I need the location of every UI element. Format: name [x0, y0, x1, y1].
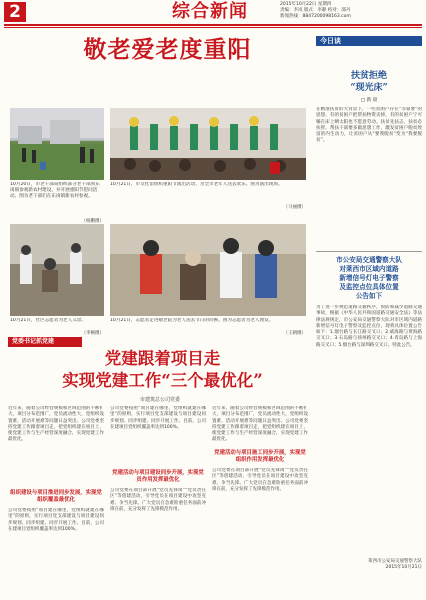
right-divider — [316, 251, 422, 252]
photo1-credit: （杨鹏摄） — [81, 219, 104, 224]
commentary-title-1: 扶贫拒绝 — [350, 71, 387, 81]
party-col3-text2: 公司党委在项目部开展“党员先锋岗”“党员责任区”等创建活动，引导党员在项目建设中攻坚克难、争当先锋。广大党员在急难险重任务面前冲锋在前，充分发挥了先锋模范作用。 — [212, 468, 308, 492]
section-title: 综合新闻 — [172, 1, 248, 22]
meta-editors: 责编：李岚 版式：李静 校对：邵丹 — [280, 8, 351, 13]
party-col2-text: 公司党委按照“项目建在哪里，党组织就建在哪里”的原则，实行项目党支部建设与项目建设同步规划、同步组建、同步开展工作。目前，公司在建项目党组织覆盖率达到100%。 — [110, 406, 206, 430]
photo3-caption: 10月21日，社区志愿者为老人义诊。 — [10, 318, 87, 323]
notice-footer: 莱西市公安局交通警察大队 2015年10月21日 — [368, 559, 422, 571]
notice-body: 为了进一步规范道路交通秩序，预防和减少道路交通事故，根据《中华人民共和国道路交通安全法》等法律法规规定，市公安局交通警察大队对市区域内道路新增信号灯电子警察及监控点位，现将具体位置公告如下：1.烟台路与长江路交叉口；2.威海路与黄海路交叉口；3.石岛路与扬州路交叉口；4.青岛路与上海路交叉口；5.烟台路与深圳路交叉口。特此公告。 — [316, 305, 422, 348]
header-meta — [280, 2, 422, 22]
meta-hotline: 新闻热线：8847200098163.com — [280, 14, 351, 19]
notice-title-2: 对莱西市区域内道路 — [339, 265, 399, 273]
party-col-2 — [110, 406, 206, 596]
notice-title-1: 市公安局交通警察大队 — [336, 256, 402, 264]
meta-date: 2015年10月22日 星期四 — [280, 2, 332, 7]
party-col3-text: 近年来，随着公司经营规模和区域范围的不断扩大，项目分布范围广，党员流动性大，党组织设置难、活动开展难等问题日益突出。公司党委坚持党建工作跟着项目走，把党组织建在项目上，使党建工作与生产经营深度融合，实现党建工作最优化。 — [212, 406, 308, 443]
party-col2-subhead: 党建活动与项目建设同步开展，实现党员作用发挥最优化 — [112, 470, 204, 483]
photo3-credit: （李桐摄） — [81, 331, 104, 336]
party-col-1 — [8, 406, 104, 596]
party-byline: 市建筑总公司党委 — [139, 397, 180, 403]
commentary-body: 在精准扶贫的大背景下，一些贫困户存在“等靠要”的思想，有的贫困户把帮扶物资卖掉，有的贫困户宁可躺在床上晒太阳也不愿意劳动。扶贫先扶志，扶贫必扶智。帮扶干部要多做思想工作，激发贫困户脱贫致富的内生动力，让贫困户从“要我脱贫”变为“我要脱贫”。 — [316, 107, 422, 144]
photo4-credit: （王朝摄） — [283, 331, 306, 336]
photo-performance — [110, 108, 306, 180]
photo-haircut — [110, 224, 306, 316]
photo2-caption: 10月21日，市文化馆组织重阳节演出活动，为全市老年人送去欢乐。图为演出现场。 — [110, 182, 283, 187]
party-headline-2: 实现党建工作“三个最优化” — [62, 371, 263, 390]
party-col1-text2: 公司党委按照“项目建在哪里，党组织就建在哪里”的原则，实行项目党支部建设与项目建设同步规划、同步组建、同步开展工作。目前，公司在建项目党组织覆盖率达到100%。 — [8, 508, 104, 532]
page-number: 2 — [4, 2, 26, 22]
party-section-label: 党委书记抓党建 — [8, 337, 82, 347]
commentary-title — [316, 70, 422, 94]
header-rule-thin — [4, 27, 422, 28]
party-col2-text2: 公司党委在项目部开展“党员先锋岗”“党员责任区”等创建活动，引导党员在项目建设中攻坚克难、争当先锋。广大党员在急难险重任务面前冲锋在前，充分发挥了先锋模范作用。 — [110, 488, 206, 512]
photo-visit — [10, 108, 104, 180]
right-column — [316, 36, 422, 572]
today-label: 今日谈 — [316, 36, 422, 46]
party-headline — [20, 348, 305, 396]
party-col1-subhead: 组织建设与项目推进同步发展，实现党组织覆盖最优化 — [10, 490, 102, 503]
photo1-caption: 10月20日，市老干部局组织部分老干部到东岗镇参观新农村建设，并开展重阳节慰问活动。图为老干部们在东岗镇新农村参观。 — [10, 182, 100, 200]
party-col-3 — [212, 406, 308, 596]
commentary-title-2: “现光床” — [350, 83, 388, 93]
photo4-caption: 10月21日，志愿者走进敬老院为老人送去节日的问候。图为志愿者为老人理发。 — [110, 318, 274, 323]
main-headline: 敬老爱老度重阳 — [83, 36, 252, 63]
photo-clinic — [10, 224, 104, 316]
party-col1-text: 近年来，随着公司经营规模和区域范围的不断扩大，项目分布范围广，党员流动性大，党组织设置难、活动开展难等问题日益突出。公司党委坚持党建工作跟着项目走，把党组织建在项目上，使党建工作与生产经营深度融合，实现党建工作最优化。 — [8, 406, 104, 443]
party-col3-subhead: 党建活动与项目施工同步开展，实现党组织作用发挥最优化 — [214, 450, 306, 463]
notice-title-4: 及监控点位具体位置 — [339, 283, 399, 291]
notice-title — [316, 256, 422, 301]
notice-title-5: 公告如下 — [355, 292, 383, 300]
commentary-author: □ 新 晨 — [360, 98, 378, 103]
photo2-credit: （马丽摄） — [283, 205, 306, 210]
party-headline-1: 党建跟着项目走 — [104, 349, 221, 368]
notice-title-3: 新增信号灯电子警察 — [339, 274, 399, 282]
header-rule — [4, 24, 422, 26]
